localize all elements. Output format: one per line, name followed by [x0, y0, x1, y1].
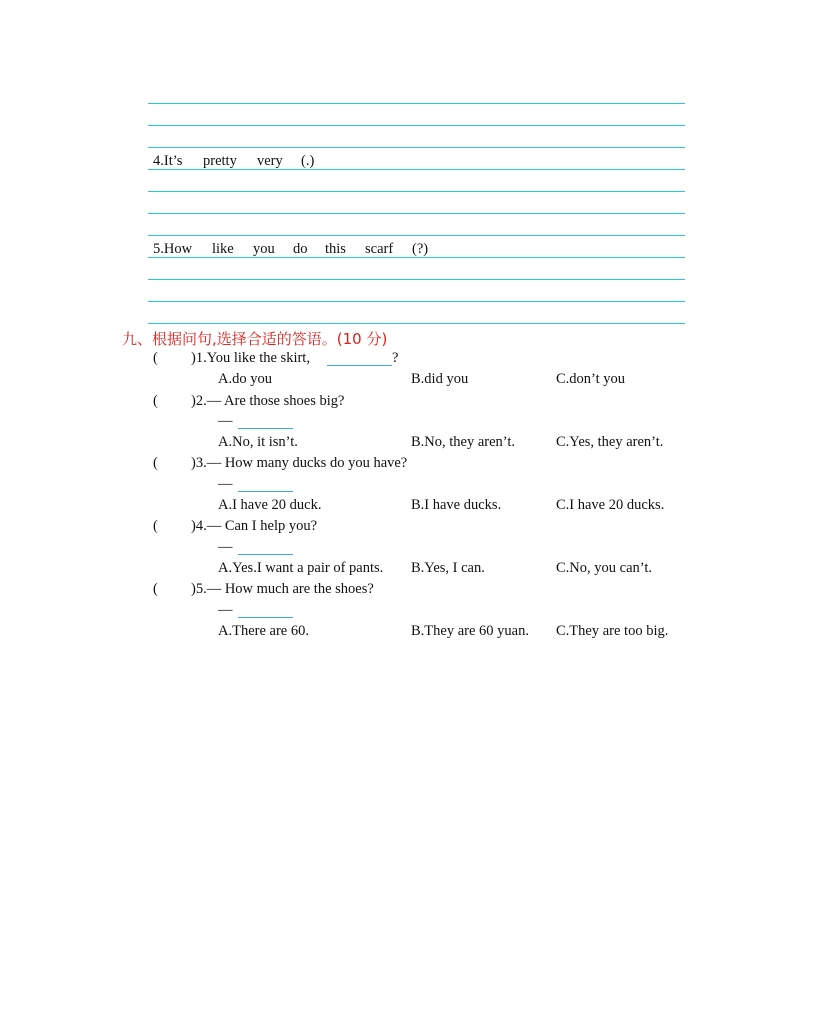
answer-paren: ( [153, 455, 158, 471]
option-c: C.I have 20 ducks. [556, 497, 665, 513]
answer-paren: ( [153, 518, 158, 534]
word: you [253, 241, 275, 257]
writing-line [148, 235, 685, 236]
writing-line [148, 323, 685, 324]
option-b: B.Yes, I can. [411, 560, 485, 576]
option-b: B.did you [411, 371, 469, 387]
answer-blank [238, 617, 293, 618]
word: 5.How [153, 241, 193, 257]
question-stem: )4.— Can I help you? [191, 518, 318, 534]
writing-line [148, 103, 685, 104]
word: 4.It’s [153, 153, 183, 169]
option-c: C.No, you can’t. [556, 560, 652, 576]
question-stem: )2.— Are those shoes big? [191, 393, 345, 409]
answer-blank [238, 491, 293, 492]
reply-dash: — [218, 413, 233, 429]
reply-dash: — [218, 602, 233, 618]
writing-line [148, 279, 685, 280]
question-stem: )1.You like the skirt, [191, 350, 310, 366]
writing-line [148, 213, 685, 214]
reply-dash: — [218, 539, 233, 555]
word: very [257, 153, 283, 169]
option-c: C.don’t you [556, 371, 626, 387]
option-a: A.I have 20 duck. [218, 497, 322, 513]
writing-line [148, 301, 685, 302]
word: scarf [365, 241, 394, 257]
word: this [325, 241, 346, 257]
answer-blank [238, 428, 293, 429]
writing-line [148, 125, 685, 126]
answer-paren: ( [153, 393, 158, 409]
option-a: A.No, it isn’t. [218, 434, 298, 450]
option-a: A.Yes.I want a pair of pants. [218, 560, 384, 576]
option-c: C.They are too big. [556, 623, 669, 639]
word: (.) [301, 153, 315, 169]
question-stem: )5.— How much are the shoes? [191, 581, 374, 597]
question-stem: )3.— How many ducks do you have? [191, 455, 408, 471]
option-a: A.There are 60. [218, 623, 309, 639]
option-c: C.Yes, they aren’t. [556, 434, 664, 450]
option-b: B.I have ducks. [411, 497, 502, 513]
answer-paren: ( [153, 350, 158, 366]
answer-blank [327, 365, 392, 366]
writing-line [148, 169, 685, 170]
option-b: B.They are 60 yuan. [411, 623, 529, 639]
word: pretty [203, 153, 237, 169]
writing-line [148, 257, 685, 258]
word: like [212, 241, 234, 257]
writing-line [148, 191, 685, 192]
writing-line [148, 147, 685, 148]
reply-dash: — [218, 476, 233, 492]
answer-blank [238, 554, 293, 555]
question-stem-end: ? [392, 350, 399, 366]
word: do [293, 241, 308, 257]
word: (?) [412, 241, 429, 257]
option-b: B.No, they aren’t. [411, 434, 516, 450]
answer-paren: ( [153, 581, 158, 597]
option-a: A.do you [218, 371, 272, 387]
section-heading: 九、根据问句,选择合适的答语。(10 分) [122, 330, 388, 348]
